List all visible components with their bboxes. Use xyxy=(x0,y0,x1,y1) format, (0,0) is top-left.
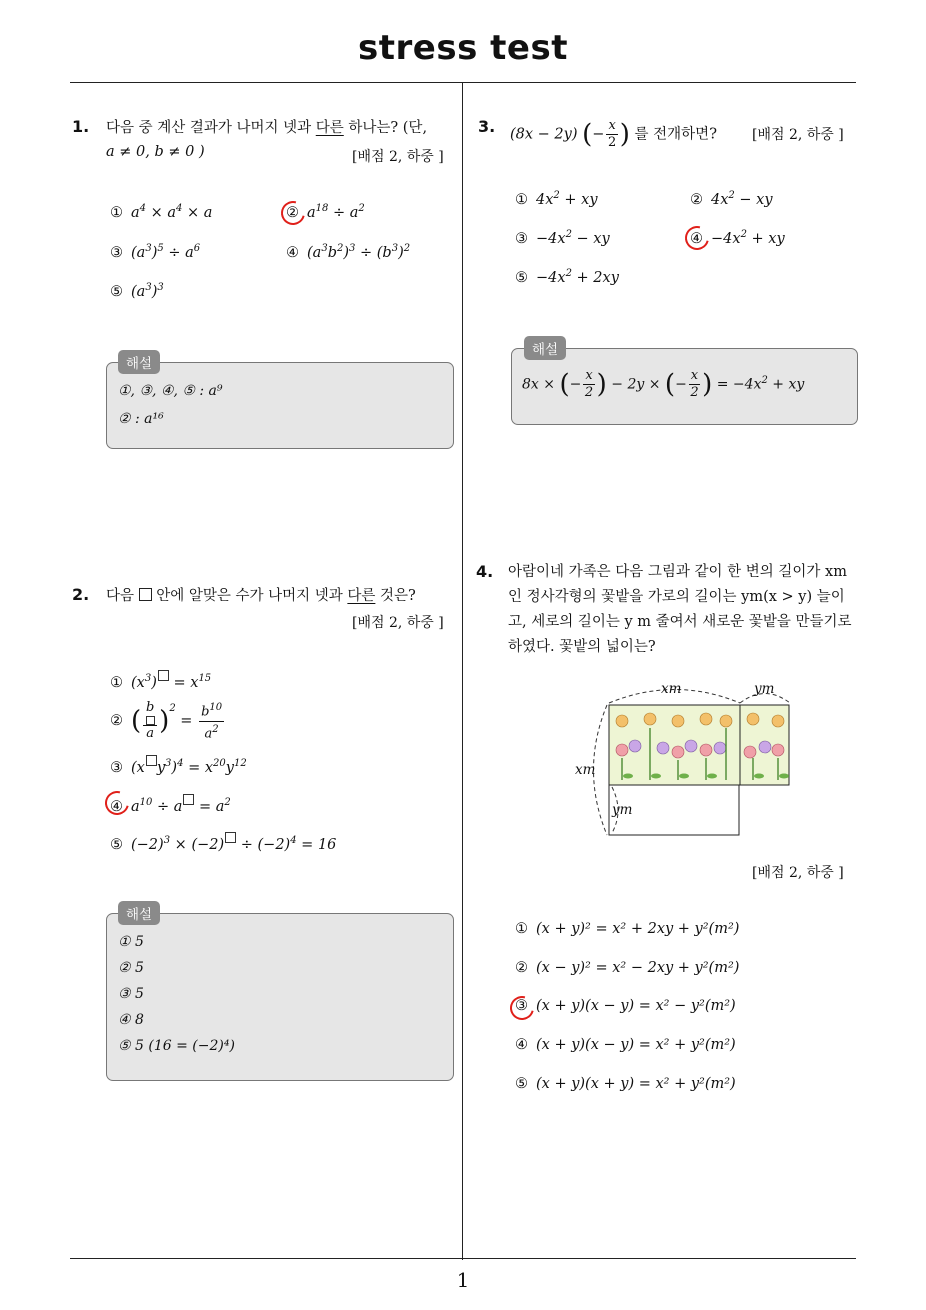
solution-line: ③ 5 xyxy=(118,986,144,1002)
condition: a ≠ 0, b ≠ 0 ) xyxy=(106,144,205,160)
question-text: 다음 중 계산 결과가 나머지 넷과 다른 하나는? (단, a ≠ 0, b ≠ 0 ) xyxy=(106,120,428,160)
page-title: stress test xyxy=(358,28,568,68)
option-4[interactable]: ④ $(a^3b^2)^3 \div (b^3)^2$ xyxy=(286,243,411,261)
option-3[interactable]: ③ (x + y)(x − y) = x² − y²(m²) xyxy=(515,998,736,1014)
solution-line: ① 5 xyxy=(118,934,144,950)
option-3[interactable]: ③ (x $y^3)^4 = x^{20}y^{12}$ xyxy=(110,755,247,776)
score-meta: [배점 2, 하중 ] xyxy=(352,615,444,631)
option-4[interactable]: ④ $-4x^2$ + xy xyxy=(690,229,785,247)
option-2[interactable]: ② $a^{18} \div a^2$ xyxy=(286,203,365,221)
option-1[interactable]: ① $4x^2$ + xy xyxy=(515,190,598,208)
score-meta: [배점 2, 하중 ] xyxy=(752,865,844,881)
option-1[interactable]: ① (x + y)² = x² + 2xy + y²(m²) xyxy=(515,921,740,937)
label-inner-y: ym xyxy=(612,802,633,818)
option-5[interactable]: ⑤ (x + y)(x + y) = x² + y²(m²) xyxy=(515,1076,736,1092)
option-1[interactable]: ① $a^4 \times a^4 \times a$ xyxy=(110,203,213,221)
answer-mark xyxy=(506,992,539,1025)
answer-mark xyxy=(277,197,310,230)
blank-box-icon xyxy=(139,588,152,601)
solution-tag: 해설 xyxy=(118,350,160,374)
solution-line: ④ 8 xyxy=(118,1012,144,1028)
solution-line: ⑤ 5 (16 = (−2)⁴) xyxy=(118,1038,235,1054)
option-2[interactable]: ② ( $\frac{b}{a}$ )$^2$ = $\frac{b^{10}}{a^2}$ xyxy=(110,700,223,741)
option-4[interactable]: ④ $a^{10} \div a = a^2$ xyxy=(110,794,231,815)
question-text: 다음 안에 알맞은 수가 나머지 넷과 다른 것은? xyxy=(106,588,416,604)
solution-line: ①, ③, ④, ⑤ : a⁹ xyxy=(118,383,223,399)
option-2[interactable]: ② $4x^2$ − xy xyxy=(690,190,773,208)
option-3[interactable]: ③ $(a^3)^5 \div a^6$ xyxy=(110,243,201,261)
question-number: 2. xyxy=(72,585,90,604)
option-5[interactable]: ⑤ $(a^3)^3$ xyxy=(110,282,164,300)
question-number: 3. xyxy=(478,117,496,136)
top-rule xyxy=(70,82,856,83)
solution-line: ② 5 xyxy=(118,960,144,976)
option-4[interactable]: ④ (x + y)(x − y) = x² + y²(m²) xyxy=(515,1037,736,1053)
solution-box xyxy=(106,362,454,449)
answer-mark xyxy=(681,222,714,255)
option-5[interactable]: ⑤ $-4x^2 + 2xy$ xyxy=(515,268,619,286)
question-number: 4. xyxy=(476,562,494,581)
score-meta: [배점 2, 하중 ] xyxy=(352,149,444,165)
solution-line: ② : a¹⁶ xyxy=(118,411,164,427)
bottom-rule xyxy=(70,1258,856,1259)
question-text: 아람이네 가족은 다음 그림과 같이 한 변의 길이가 xm 인 정사각형의 꽃밭을 가로의 길이는 ym(x > y) 늘이 고, 세로의 길이는 y m 줄여서 새로운 꽃밭을 만들기로 하였다. 꽃밭의 넓이는? xyxy=(508,564,852,655)
option-2[interactable]: ② (x − y)² = x² − 2xy + y²(m²) xyxy=(515,960,740,976)
flower-garden-figure xyxy=(560,676,810,846)
option-1[interactable]: ① $(x^3) = x^{15}$ xyxy=(110,670,211,691)
page-number: 1 xyxy=(456,1268,470,1292)
question-number: 1. xyxy=(72,117,90,136)
label-top-y: ym xyxy=(754,681,775,697)
label-top-x: xm xyxy=(661,681,682,697)
option-3[interactable]: ③ $-4x^2$ − xy xyxy=(515,229,610,247)
solution-line: 8x × (− $\frac{x}{2}$ ) − 2y × (− $\frac{x}{2}$ ) = $-4x^2$ + xy xyxy=(522,368,805,400)
solution-tag: 해설 xyxy=(524,336,566,360)
column-divider xyxy=(462,83,463,1260)
solution-box xyxy=(106,913,454,1081)
score-meta: [배점 2, 하중 ] xyxy=(752,127,844,143)
solution-tag: 해설 xyxy=(118,901,160,925)
label-left-x: xm xyxy=(575,762,596,778)
question-text: (8x − 2y) (− $\frac{x}{2}$ ) 를 전개하면? xyxy=(510,118,717,150)
option-5[interactable]: ⑤ $(-2)^3 \times (-2) \div (-2)^4 = 16$ xyxy=(110,832,336,853)
